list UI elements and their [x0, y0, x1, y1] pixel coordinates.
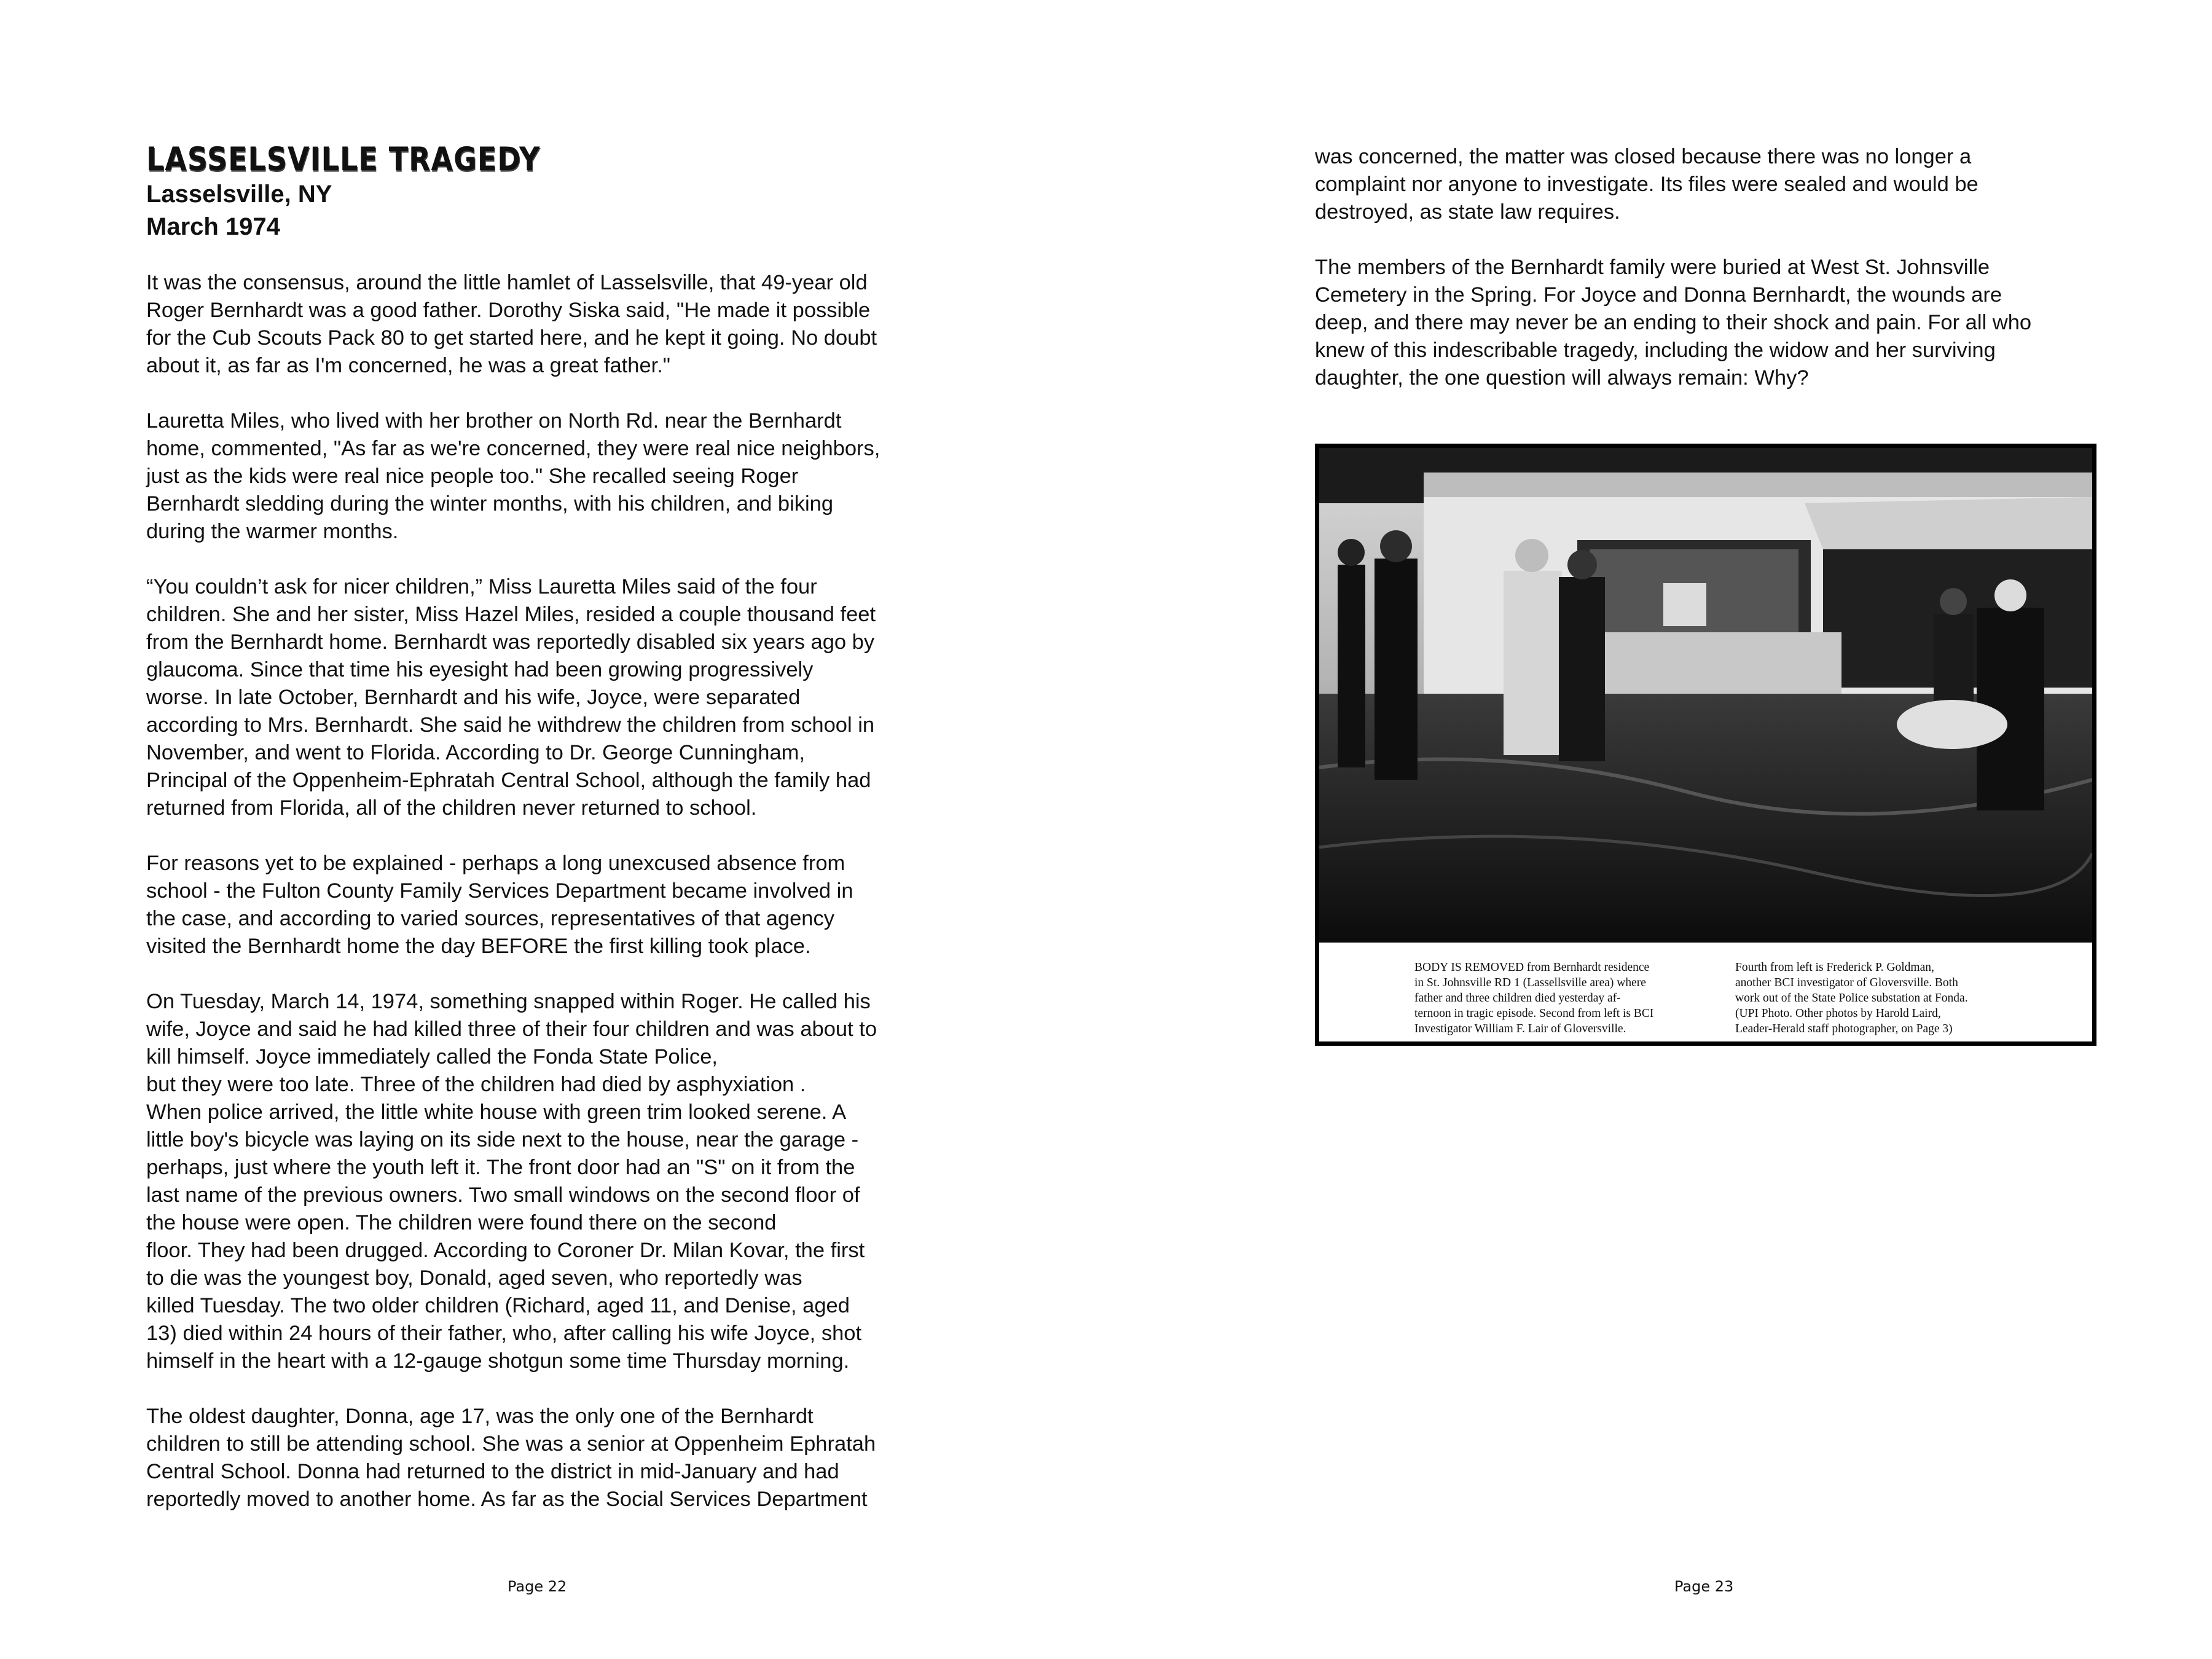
newspaper-photo	[1315, 444, 2096, 1046]
paragraph: For reasons yet to be explained - perhaps a long unexcused absence from school - the Fulton County Family Services Department became involved in the case, and according to varied sources, representatives of that agency visited the Bernhardt home the day BEFORE the first killing took place.	[146, 852, 853, 958]
paragraph: was concerned, the matter was closed because there was no longer a complaint nor anyone to investigate. Its files were sealed and would be destroyed, as state law requires.	[1315, 145, 1979, 224]
page-number: Page 23	[1674, 1578, 1734, 1595]
decorative-title: LASSELSVILLE TRAGEDY	[146, 139, 541, 178]
paragraph: The oldest daughter, Donna, age 17, was the only one of the Bernhardt children to still be attending school. She was a senior at Oppenheim Ephratah Central School. Donna had returned to the district in mid-January and had reportedly moved to another home. As far as the Social Services Department	[146, 1405, 876, 1511]
paragraph: It was the consensus, around the little hamlet of Lasselsville, that 49-year old Roger Bernhardt was a good father. Dorothy Siska said, "He made it possible for the Cub Scouts Pack 80 to get started here, and he kept it going. No doubt about it, as far as I'm concerned, he was a great father."	[146, 271, 877, 377]
right-body-text	[1315, 143, 2138, 420]
paragraph: “You couldn’t ask for nicer children,” Miss Lauretta Miles said of the four children. She and her sister, Miss Hazel Miles, resided a couple thousand feet from the Bernhardt home. Bernhardt was reportedly disabled six years ago by glaucoma. Since that time his eyesight had been growing progressively worse. In late October, Bernhardt and his wife, Joyce, were separated according to Mrs. Bernhardt. She said he withdrew the children from school in November, and went to Florida. According to Dr. George Cunningham, Principal of the Oppenheim-Ephratah Central School, although the family had returned from Florida, all of the children never returned to school.	[146, 575, 876, 820]
left-body-text	[146, 269, 970, 1541]
page-number: Page 22	[508, 1578, 567, 1595]
location-heading: Lasselsville, NY	[146, 181, 332, 208]
date-heading: March 1974	[146, 213, 280, 240]
paragraph: Lauretta Miles, who lived with her brother on North Rd. near the Bernhardt home, commented, "As far as we're concerned, they were real nice neighbors, just as the kids were real nice people too." She recalled seeing Roger Bernhardt sledding during the winter months, with his children, and biking during the warmer months.	[146, 409, 880, 543]
paragraph: The members of the Bernhardt family were buried at West St. Johnsville Cemetery in the Spring. For Joyce and Donna Bernhardt, the wounds are deep, and there may never be an ending to their shock and pain. For all who knew of this indescribable tragedy, including the widow and her surviving daughter, the one question will always remain: Why?	[1315, 256, 2032, 390]
paragraph: On Tuesday, March 14, 1974, something snapped within Roger. He called his wife, Joyce and said he had killed three of their four children and was about to kill himself. Joyce immediately called the Fonda State Police, but they were too late. Three of the children had died by asphyxiation . When police arrived, the little white house with green trim looked serene. A little boy's bicycle was laying on its side next to the house, near the garage - perhaps, just where the youth left it. The front door had an "S" on it from the last name of the previous owners. Two small windows on the second floor of the house were open. The children were found there on the second floor. They had been drugged. According to Coroner Dr. Milan Kovar, the first to die was the youngest boy, Donald, aged seven, who reportedly was killed Tuesday. The two older children (Richard, aged 11, and Denise, aged 13) died within 24 hours of their father, who, after calling his wife Joyce, shot himself in the heart with a 12-gauge shotgun some time Thursday morning.	[146, 990, 877, 1373]
photo-image	[1319, 448, 2092, 1041]
photo-caption-right: Fourth from left is Frederick P. Goldman, another BCI investigator of Gloversville. Both work out of the State Police substation at Fonda. (UPI Photo. Other photos by Harold Laird, Leader-Herald staff photographer, on Page 3)	[1735, 961, 1968, 1035]
photo-caption-left: BODY IS REMOVED from Bernhardt residence in St. Johnsville RD 1 (Lassellsville area) where father and three children died yesterday af- ternoon in tragic episode. Second from left is BCI Investigator William F. Lair of Gloversville.	[1414, 961, 1654, 1035]
